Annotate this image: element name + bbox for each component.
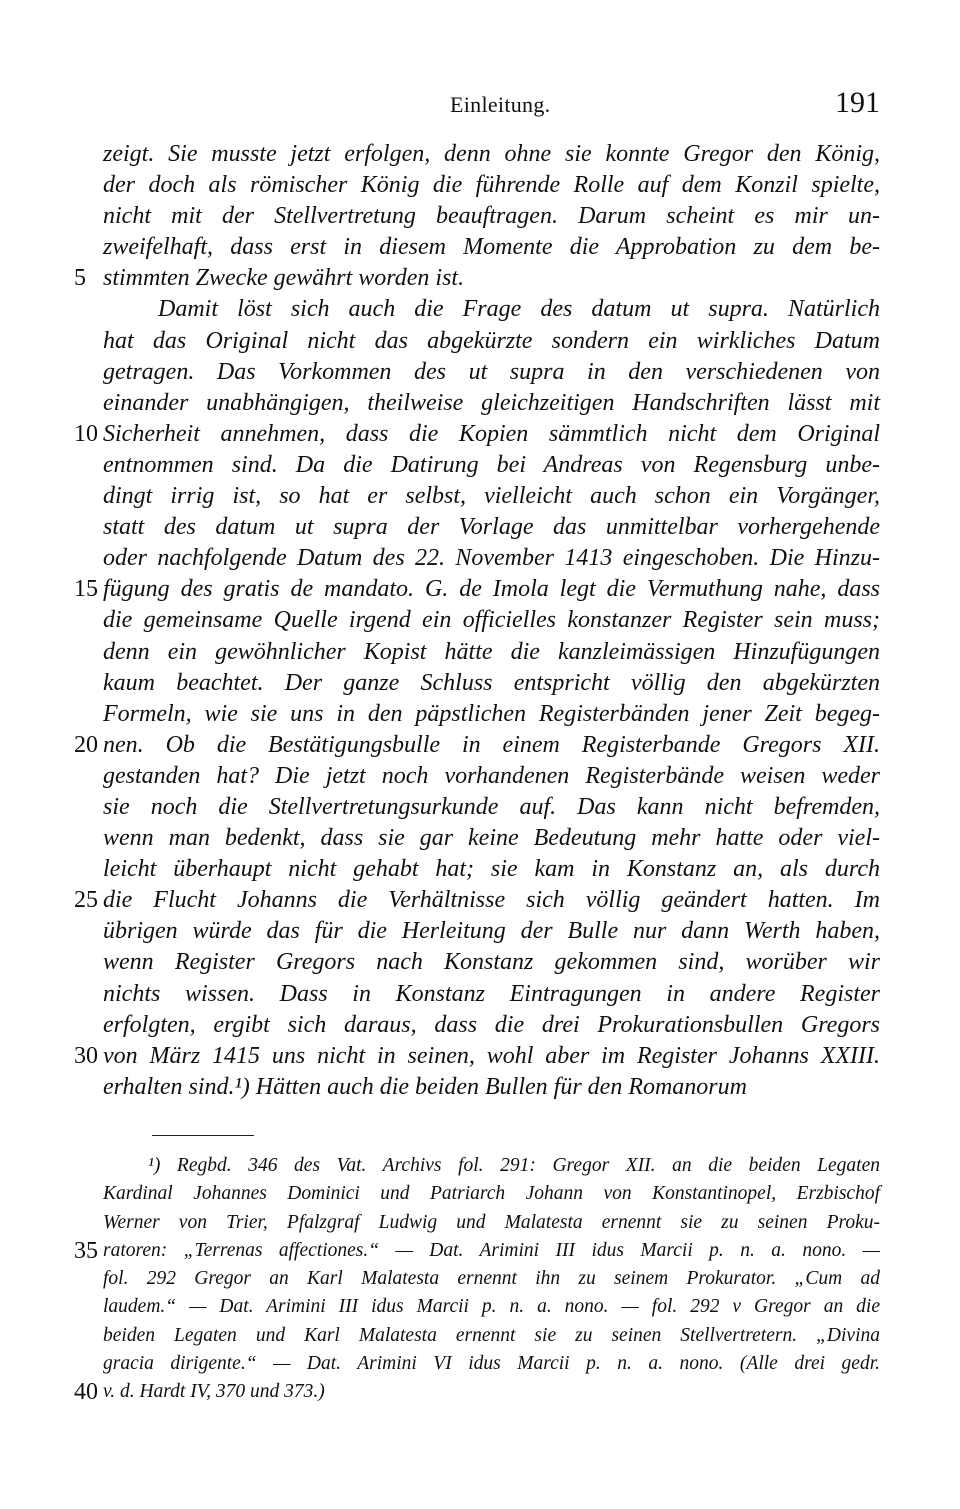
- line-number: 40: [74, 1379, 98, 1406]
- line-number: 5: [74, 265, 86, 292]
- line-text: fügung des gratis de mandato. G. de Imola legt die Vermuthung nahe, dass: [103, 576, 880, 603]
- line-text: leicht überhaupt nicht gehabt hat; sie kam in Konstanz an, als durch: [103, 856, 880, 883]
- line-text: denn ein gewöhnlicher Kopist hätte die kanzleimässigen Hinzufügungen: [103, 638, 880, 665]
- line-text: statt des datum ut supra der Vorlage das unmittelbar vorhergehende: [103, 514, 880, 541]
- footnotes: [0, 1152, 960, 1407]
- line-text: die Flucht Johanns die Verhältnisse sich völlig geändert hatten. Im: [103, 887, 880, 914]
- line-text: hat das Original nicht das abgekürzte sondern ein wirkliches Datum: [103, 327, 880, 354]
- line-text: Formeln, wie sie uns in den päpstlichen Registerbänden jener Zeit begeg-: [103, 700, 880, 727]
- text-line: [0, 1041, 960, 1072]
- text-line: [0, 854, 960, 885]
- line-text: Werner von Trier, Pfalzgraf Ludwig und Malatesta ernennt sie zu seinen Proku-: [103, 1211, 880, 1233]
- line-text: dingt irrig ist, so hat er selbst, vielleicht auch schon ein Vorgänger,: [103, 483, 880, 510]
- line-text: wenn Register Gregors nach Konstanz gekommen sind, worüber wir: [103, 949, 880, 976]
- page-header: [0, 86, 960, 126]
- line-number: 30: [74, 1042, 98, 1069]
- text-line: [0, 637, 960, 668]
- text-line: [0, 916, 960, 947]
- line-text: ¹) Regbd. 346 des Vat. Archivs fol. 291: Gregor XII. an die beiden Legaten: [148, 1155, 880, 1176]
- running-title: Einleitung.: [450, 92, 551, 117]
- line-text: v. d. Hardt IV, 370 und 373.): [103, 1381, 325, 1403]
- text-line: [0, 357, 960, 388]
- text-line: [0, 605, 960, 636]
- text-line: [0, 668, 960, 699]
- line-text: die gemeinsame Quelle irgend ein officielles konstanzer Register sein muss;: [103, 607, 880, 634]
- line-text: nen. Ob die Bestätigungsbulle in einem Registerbande Gregors XII.: [103, 731, 880, 758]
- line-text: zweifelhaft, dass erst in diesem Momente die Approbation zu dem be-: [103, 234, 880, 261]
- text-line: [0, 419, 960, 450]
- text-line: [0, 232, 960, 263]
- text-line: [0, 947, 960, 978]
- line-text: gracia dirigente.“ — Dat. Arimini VI idus Marcii p. n. a. nono. (Alle drei gedr.: [103, 1353, 880, 1375]
- line-text: von März 1415 uns nicht in seinen, wohl aber im Register Johanns XXIII.: [103, 1042, 880, 1069]
- text-line: [0, 1010, 960, 1041]
- text-line: [0, 201, 960, 232]
- line-text: nichts wissen. Dass in Konstanz Eintragungen in andere Register: [103, 980, 880, 1007]
- line-text: nicht mit der Stellvertretung beauftragen. Darum scheint es mir un-: [103, 203, 880, 230]
- text-line: [0, 481, 960, 512]
- text-line: [0, 450, 960, 481]
- line-number: 25: [74, 887, 98, 914]
- line-text: wenn man bedenkt, dass sie gar keine Bedeutung mehr hatte oder viel-: [103, 825, 880, 852]
- line-text: laudem.“ — Dat. Arimini III idus Marcii p. n. a. nono. — fol. 292 v Gregor an die: [103, 1296, 880, 1318]
- text-line: [0, 730, 960, 761]
- line-text: kaum beachtet. Der ganze Schluss entspricht völlig den abgekürzten: [103, 669, 880, 696]
- text-line: [0, 170, 960, 201]
- text-line: [0, 294, 960, 325]
- text-line: [0, 263, 960, 294]
- text-line: [0, 792, 960, 823]
- text-line: [0, 543, 960, 574]
- line-number: 10: [74, 420, 98, 447]
- footnote-line: [0, 1293, 960, 1321]
- footnote-line: [0, 1237, 960, 1265]
- line-text: sie noch die Stellvertretungsurkunde auf. Das kann nicht befremden,: [103, 793, 880, 820]
- line-text: Damit löst sich auch die Frage des datum ut supra. Natürlich: [158, 296, 880, 323]
- text-line: [0, 885, 960, 916]
- page-number: 191: [835, 86, 880, 119]
- line-text: zeigt. Sie musste jetzt erfolgen, denn ohne sie konnte Gregor den König,: [103, 141, 880, 167]
- line-text: einander unabhängigen, theilweise gleichzeitigen Handschriften lässt mit: [103, 389, 880, 416]
- footnote-line: [0, 1265, 960, 1293]
- line-number: 35: [74, 1237, 98, 1264]
- footnote-line: [0, 1209, 960, 1237]
- text-line: [0, 979, 960, 1010]
- line-text: Sicherheit annehmen, dass die Kopien sämmtlich nicht dem Original: [103, 420, 880, 447]
- line-number: 20: [74, 731, 98, 758]
- line-text: der doch als römischer König die führende Rolle auf dem Konzil spielte,: [103, 172, 880, 199]
- line-text: erhalten sind.¹) Hätten auch die beiden Bullen für den Romanorum: [103, 1073, 747, 1100]
- line-text: Kardinal Johannes Dominici und Patriarch Johann von Konstantinopel, Erzbischof: [103, 1183, 880, 1205]
- text-line: [0, 699, 960, 730]
- footnote-line: [0, 1378, 960, 1406]
- line-text: getragen. Das Vorkommen des ut supra in den verschiedenen von: [103, 358, 880, 385]
- text-line: [0, 326, 960, 357]
- text-line: [0, 1072, 960, 1103]
- footnote-line: [0, 1322, 960, 1350]
- text-line: [0, 388, 960, 419]
- footnote-line: [0, 1350, 960, 1378]
- line-text: stimmten Zwecke gewährt worden ist.: [103, 265, 465, 292]
- text-line: [0, 574, 960, 605]
- line-text: oder nachfolgende Datum des 22. November 1413 eingeschoben. Die Hinzu-: [103, 545, 880, 572]
- line-text: erfolgten, ergibt sich daraus, dass die drei Prokurationsbullen Gregors: [103, 1011, 880, 1038]
- footnote-line: [0, 1180, 960, 1208]
- line-text: entnommen sind. Da die Datirung bei Andreas von Regensburg unbe-: [103, 451, 880, 478]
- main-text: [0, 139, 960, 1103]
- text-line: [0, 823, 960, 854]
- footnote-separator: [152, 1135, 254, 1136]
- text-line: [0, 139, 960, 170]
- line-number: 15: [74, 576, 98, 603]
- line-text: ratoren: „Terrenas affectiones.“ — Dat. Arimini III idus Marcii p. n. a. nono. —: [103, 1239, 880, 1261]
- text-line: [0, 512, 960, 543]
- text-line: [0, 761, 960, 792]
- line-text: übrigen würde das für die Herleitung der Bulle nur dann Werth haben,: [103, 918, 880, 945]
- line-text: gestanden hat? Die jetzt noch vorhandenen Registerbände weisen weder: [103, 762, 880, 789]
- footnote-line: [0, 1152, 960, 1180]
- line-text: beiden Legaten und Karl Malatesta ernennt sie zu seinen Stellvertretern. „Divina: [103, 1324, 880, 1346]
- line-text: fol. 292 Gregor an Karl Malatesta ernennt ihn zu seinem Prokurator. „Cum ad: [103, 1268, 880, 1290]
